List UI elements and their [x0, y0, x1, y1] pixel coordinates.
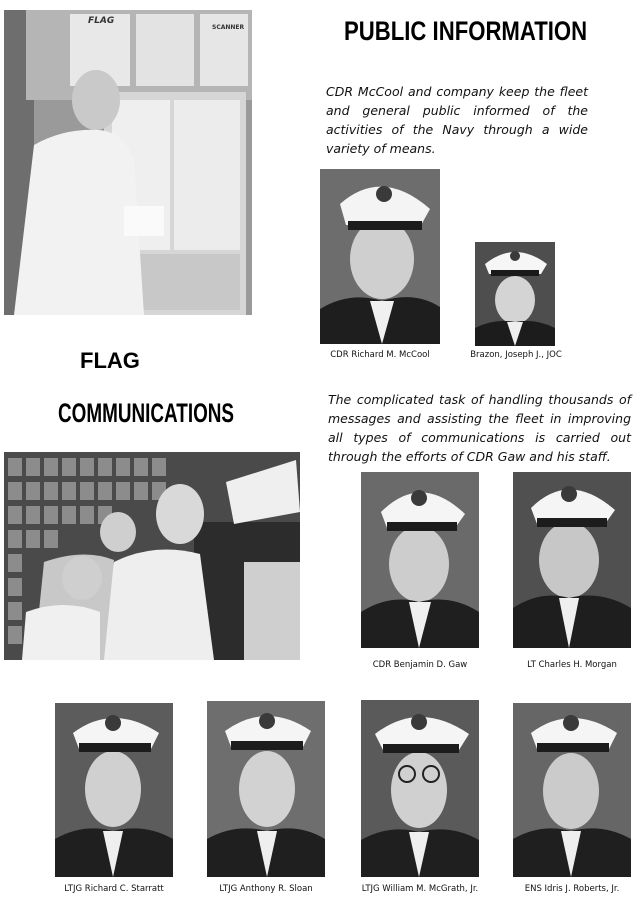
- portrait-starratt: [55, 703, 173, 877]
- bulletin-board-photo: [4, 10, 252, 315]
- notice-flag-title: FLAG: [88, 16, 115, 26]
- portrait-mcgrath: [361, 700, 479, 877]
- caption-mcgrath: LTJG William M. McGrath, Jr.: [361, 884, 479, 894]
- caption-sloan: LTJG Anthony R. Sloan: [219, 884, 313, 894]
- flag-heading: FLAG: [80, 348, 140, 373]
- caption-gaw: CDR Benjamin D. Gaw: [372, 660, 468, 670]
- portrait-morgan: [513, 472, 631, 648]
- portrait-gaw: [361, 472, 479, 648]
- caption-starratt: LTJG Richard C. Starratt: [64, 884, 164, 894]
- portrait-brazon: [475, 242, 555, 346]
- public-information-text: CDR McCool and company keep the fleet and general public informed of the activities of the Navy through a wide variety of means.: [326, 84, 588, 156]
- portrait-sloan: [207, 701, 325, 877]
- communications-heading: COMMUNICATIONS: [58, 398, 235, 428]
- caption-mccool: CDR Richard M. McCool: [330, 350, 430, 360]
- radio-room-photo: [4, 452, 300, 660]
- public-information-heading: PUBLIC INFORMATION: [344, 16, 588, 46]
- caption-roberts: ENS Idris J. Roberts, Jr.: [524, 884, 620, 894]
- flag-communications-text: The complicated task of handling thousands of messages and assisting the fleet in improving all types of communications is carried out through the efforts of CDR Gaw and his staff.: [328, 392, 631, 464]
- caption-brazon: Brazon, Joseph J., JOC: [470, 350, 562, 360]
- portrait-roberts: [513, 703, 631, 877]
- notice-scanner-title: SCANNER: [212, 24, 245, 31]
- caption-morgan: LT Charles H. Morgan: [527, 660, 617, 670]
- portrait-mccool: [320, 169, 440, 344]
